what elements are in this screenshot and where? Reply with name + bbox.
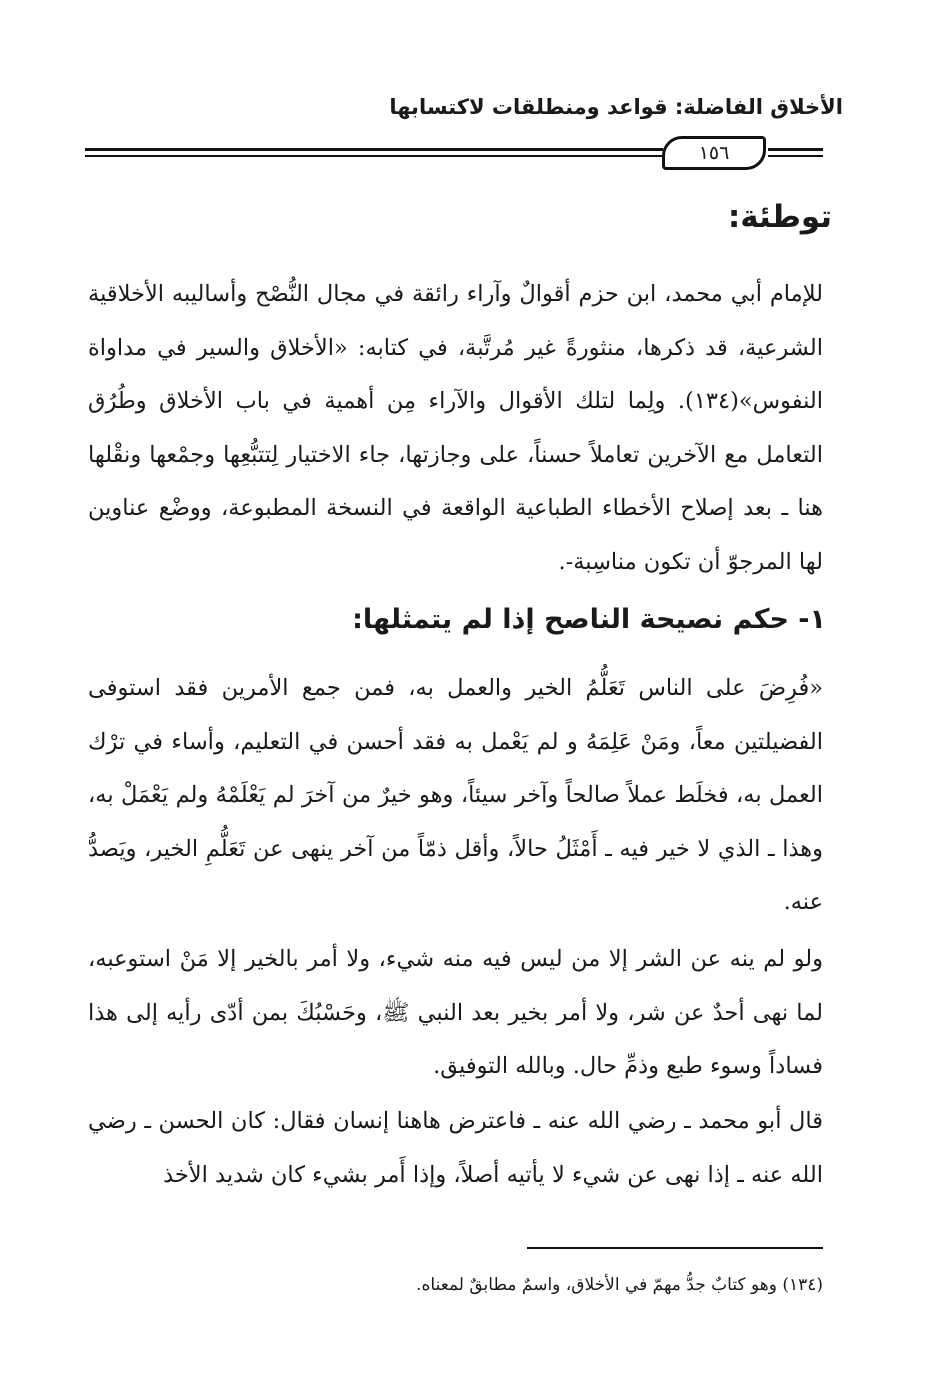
quote-paragraph-3: قال أبو محمد ـ رضي الله عنه ـ فاعترض هاهنا إنسان فقال: كان الحسن ـ رضي الله عنه ـ إذا نهى عن شيء لا يأتيه أصلاً، وإذا أَمر بشيء كان شديد الأخذ — [88, 1108, 823, 1188]
page-number-badge: ١٥٦ — [662, 136, 766, 170]
quote-paragraph-1: «فُرِضَ على الناس تَعَلُّمُ الخير والعمل به، فمن جمع الأمرين فقد استوفى الفضيلتين معاً، ومَنْ عَلِمَهُ و لم يَعْمل به فقد أحسن في التعليم، وأساء في ترْك العمل به، فخلَط عملاً صالحاً وآخر سيئاً، وهو خيرٌ من آخرَ لم يَعْلَمْهُ ولم يَعْمَلْ به، وهذا ـ الذي لا خير فيه ـ أَمْثَلُ حالاً، وأقل ذمّاً من آخر ينهى عن تَعَلُّمِ الخير، ويَصدُّ عنه. — [88, 675, 823, 915]
header-rule-long — [85, 148, 663, 157]
header-rule-short — [768, 148, 823, 157]
subsection-heading: ١- حكم نصيحة الناصح إذا لم يتمثلها: — [352, 604, 826, 635]
quote-paragraph-2: ولو لم ينه عن الشر إلا من ليس فيه منه شيء، ولا أمر بالخير إلا مَنْ استوعبه، لما نهى أحدٌ عن شر، ولا أمر بخير بعد النبي ﷺ، وحَسْبُكَ بمن أدّى رأيه إلى هذا فساداً وسوء طبع وذمِّ حال. وبالله التوفيق. — [88, 946, 823, 1079]
footnote-divider — [527, 1247, 823, 1249]
section-heading: توطئة: — [727, 199, 832, 235]
intro-paragraph: للإمام أبي محمد، ابن حزم أقوالٌ وآراء رائقة في مجال النُّصْح وأساليبه الأخلاقية الشرعية، قد ذكرها، منثورةً غير مُرتَّبة، في كتابه: «الأخلاق والسير في مداواة النفوس»(١٣٤). ولِما لتلك الأقوال والآراء مِن أهمية في باب الأخلاق وطُرُق التعامل مع الآخرين تعاملاً حسناً، على وجازتها، جاء الاختيار لِتتبُّعِها وجمْعها ونقْلها هنا ـ بعد إصلاح الأخطاء الطباعية الواقعة في النسخة المطبوعة، ووضْع عناوين لها المرجوّ أن تكون مناسِبة-. — [88, 281, 823, 575]
running-header-title: الأخلاق الفاضلة: قواعد ومنطلقات لاكتسابها — [389, 95, 843, 119]
footnote-text: (١٣٤) وهو كتابٌ جدُّ مهمّ في الأخلاق، واسمٌ مطابقٌ لمعناه. — [416, 1275, 823, 1295]
